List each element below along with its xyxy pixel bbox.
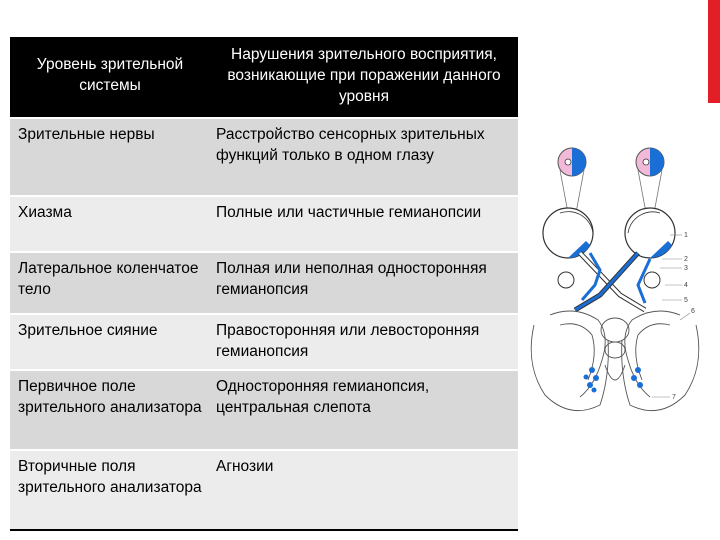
row-level: Первичное поле зрительного анализатора — [18, 378, 202, 416]
row-level: Латеральное коленчатое тело — [18, 260, 199, 298]
table-header-row — [10, 37, 518, 117]
row-disorder: Полная или неполная односторонняя гемианопсия — [216, 260, 487, 298]
table-row — [10, 313, 518, 369]
visual-pathway-diagram — [520, 135, 710, 420]
left-visual-field-icon — [558, 148, 586, 176]
row-level: Хиазма — [18, 204, 72, 221]
header-disorder: Нарушения зрительного восприятия, возникающие при поражении данного уровня — [227, 45, 501, 105]
left-eye-icon — [543, 208, 593, 258]
right-eye-icon — [625, 208, 675, 258]
diagram-label-1: 1 — [684, 232, 688, 239]
row-disorder: Односторонняя гемианопсия, центральная слепота — [216, 378, 430, 416]
right-visual-field-icon — [636, 148, 664, 176]
row-level: Зрительное сияние — [18, 322, 158, 339]
diagram-label-2: 2 — [684, 256, 688, 263]
diagram-label-7: 7 — [672, 394, 676, 401]
light-rays — [560, 170, 662, 213]
diagram-label-5: 5 — [684, 297, 688, 304]
table-row — [10, 449, 518, 529]
diagram-label-6: 6 — [691, 308, 695, 315]
red-accent-bar — [708, 0, 720, 103]
row-level: Вторичные поля зрительного анализатора — [18, 458, 202, 496]
row-level: Зрительные нервы — [18, 126, 155, 143]
visual-disorders-table — [10, 37, 518, 531]
row-disorder: Расстройство сенсорных зрительных функций только в одном глазу — [216, 126, 485, 164]
table-row — [10, 117, 518, 195]
header-level: Уровень зрительной системы — [36, 56, 184, 94]
table-row — [10, 251, 518, 313]
row-disorder: Правосторонняя или левосторонняя гемианопсия — [216, 322, 480, 360]
optic-nerves — [558, 253, 660, 310]
row-disorder: Агнозии — [216, 458, 274, 475]
diagram-label-3: 3 — [684, 265, 688, 272]
diagram-label-4: 4 — [684, 282, 688, 289]
diagram-numbers — [652, 232, 695, 401]
table-row — [10, 369, 518, 449]
row-disorder: Полные или частичные гемианопсии — [216, 204, 482, 221]
table-row — [10, 195, 518, 251]
